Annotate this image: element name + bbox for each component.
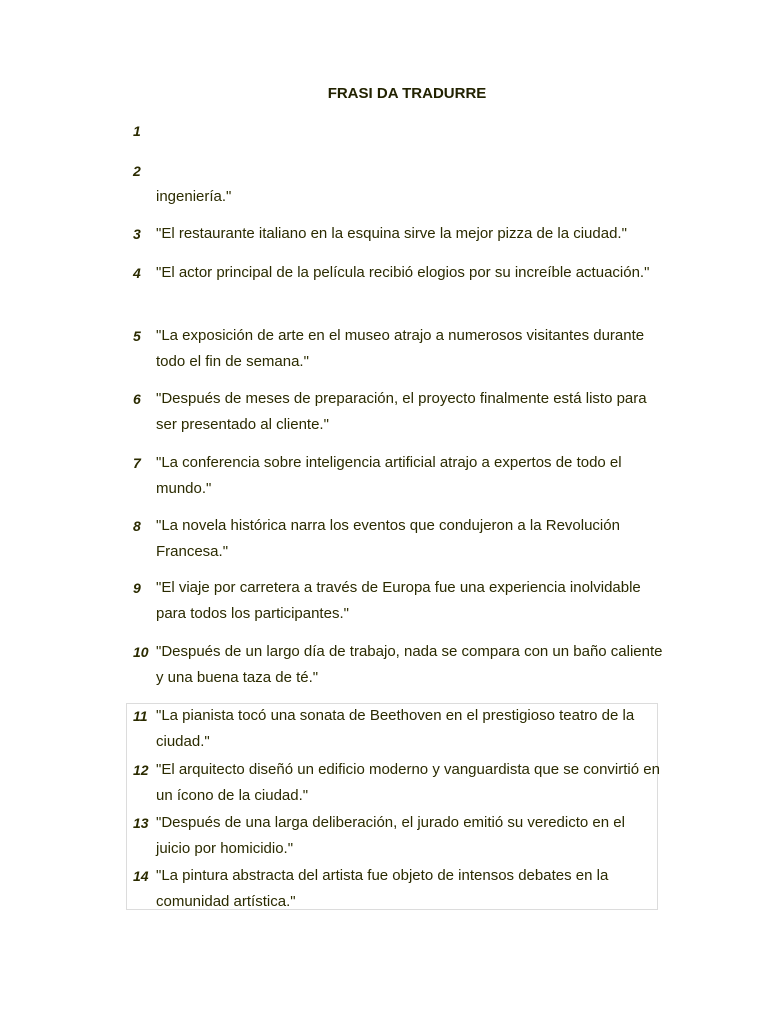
item-text-continuation: ingeniería." <box>156 188 232 205</box>
list-item <box>133 386 663 438</box>
list-item <box>133 863 663 915</box>
item-number: 3 <box>133 226 141 242</box>
item-text: "Después de una larga deliberación, el jurado emitió su veredicto en el juicio por homicidio." <box>156 814 625 857</box>
list-item <box>133 757 663 809</box>
list-item <box>133 450 663 502</box>
item-number: 6 <box>133 391 141 407</box>
item-text: "El restaurante italiano en la esquina sirve la mejor pizza de la ciudad." <box>156 225 627 242</box>
item-number: 10 <box>133 644 149 660</box>
item-text: "El viaje por carretera a través de Europa fue una experiencia inolvidable para todos los participantes." <box>156 579 641 622</box>
list-item <box>133 513 663 565</box>
item-number: 7 <box>133 455 141 471</box>
item-text <box>156 158 663 184</box>
item-text: "La exposición de arte en el museo atrajo a numerosos visitantes durante todo el fin de semana." <box>156 327 645 370</box>
item-text: "El arquitecto diseñó un edificio moderno y vanguardista que se convirtió en un ícono de la ciudad." <box>156 761 660 804</box>
list-item <box>133 323 663 375</box>
item-number: 5 <box>133 328 141 344</box>
list-item <box>133 575 663 627</box>
item-text: "Después de un largo día de trabajo, nada se compara con un baño caliente y una buena taza de té." <box>156 643 663 686</box>
item-number: 1 <box>133 123 141 139</box>
item-number: 12 <box>133 762 149 778</box>
list-item <box>133 158 663 210</box>
item-text: "El actor principal de la película recibió elogios por su increíble actuación." <box>156 264 650 281</box>
item-number: 13 <box>133 815 149 831</box>
list-item <box>133 639 663 691</box>
item-text: "La conferencia sobre inteligencia artificial atrajo a expertos de todo el mundo." <box>156 454 622 497</box>
item-number: 4 <box>133 265 141 281</box>
list-item <box>133 221 663 247</box>
item-number: 8 <box>133 518 141 534</box>
item-number: 11 <box>133 708 148 724</box>
page-title: FRASI DA TRADURRE <box>327 85 487 102</box>
item-text: "La novela histórica narra los eventos que condujeron a la Revolución Francesa." <box>156 517 620 560</box>
item-number: 14 <box>133 868 149 884</box>
list-item <box>133 810 663 862</box>
item-number: 2 <box>133 163 141 179</box>
item-number: 9 <box>133 580 141 596</box>
item-text: "Después de meses de preparación, el proyecto finalmente está listo para ser presentado al cliente." <box>156 390 647 433</box>
item-text: "La pianista tocó una sonata de Beethoven en el prestigioso teatro de la ciudad." <box>156 707 635 750</box>
list-item <box>133 703 663 755</box>
list-item <box>133 260 663 286</box>
item-text: "La pintura abstracta del artista fue objeto de intensos debates en la comunidad artística." <box>156 867 609 910</box>
